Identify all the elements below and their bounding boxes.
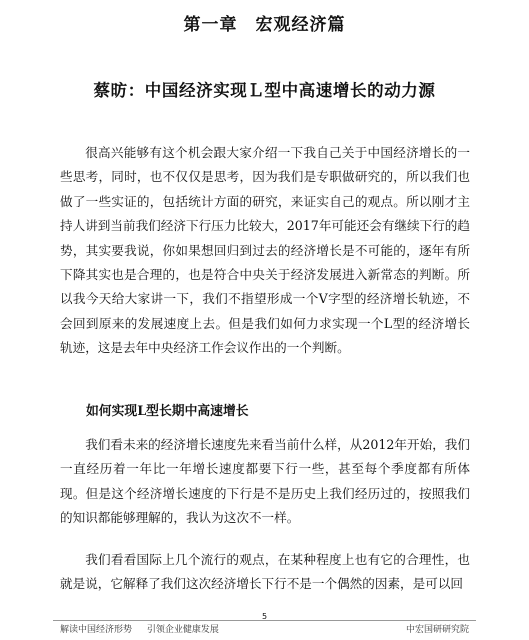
footer-publisher: 中宏国研研究院 xyxy=(405,625,469,635)
body-paragraph-growth: 我们看未来的经济增长速度先来看当前什么样，从2012年开始，我们一直经历着一年比一年增长速度都要下行一些，甚至每个季度都有所体现。但是这个经济增长速度的下行是不是历史上我们经历过的，按照我们的知识都能够理解的，我认为这次不一样。 xyxy=(60,437,470,526)
body-paragraph-intro: 很高兴能够有这个机会跟大家介绍一下我自己关于中国经济增长的一些思考，同时，也不仅仅是思考，因为我们是专职做研究的，所以我们也做了一些实证的，包括统计方面的研究，来证实自己的观点。所以刚才主持人讲到当前我们经济下行压力比较大，2017年可能还会有继续下行的趋势，其实要我说，你如果想回归到过去的经济增长是不可能的，逐年有所下降其实也是合理的，也是符合中央关于经济发展进入新常态的判断。所以我今天给大家讲一下，我们不指望形成一个V字型的经济增长轨迹，不会回到原来的发展速度上去。但是我们如何力求实现一个L型的经济增长轨迹，这是去年中央经济工作会议作出的一个判断。 xyxy=(60,145,470,356)
footer-left xyxy=(60,622,219,635)
footer-slogan-2: 引领企业健康发展 xyxy=(146,625,219,635)
chapter-title: 第一章 宏观经济篇 xyxy=(183,15,346,35)
footer-slogan-1: 解读中国经济形势 xyxy=(60,625,133,635)
footer-divider xyxy=(53,620,476,621)
body-paragraph-international: 我们看看国际上几个流行的观点，在某种程度上也有它的合理性，也就是说，它解释了我们这次经济增长下行不是一个偶然的因素，是可以回 xyxy=(60,552,470,592)
section-subheading: 如何实现L型长期中高速增长 xyxy=(86,404,249,419)
article-title: 蔡昉：中国经济实现Ｌ型中高速增长的动力源 xyxy=(93,81,436,100)
page-number: 5 xyxy=(261,612,268,621)
